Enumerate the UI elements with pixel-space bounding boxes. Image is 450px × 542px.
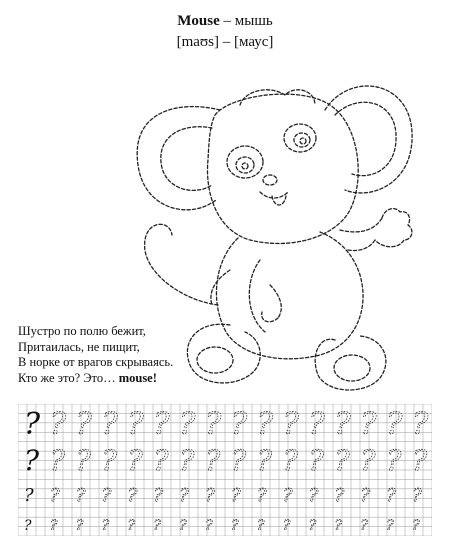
- tracing-dotted-glyph: ?: [127, 407, 144, 442]
- tracing-dotted-glyph: ?: [75, 407, 92, 442]
- tracing-dotted-glyph: ?: [360, 485, 371, 506]
- tracing-dotted-glyph: ?: [179, 485, 189, 506]
- tracing-dotted-glyph: ?: [205, 407, 222, 442]
- tracing-dotted-glyph: ?: [179, 518, 187, 534]
- tracing-dotted-glyph: ?: [231, 407, 248, 442]
- tracing-dotted-glyph: ?: [308, 485, 319, 506]
- tracing-dotted-glyph: ?: [386, 518, 394, 534]
- tracing-dotted-glyph: ?: [386, 444, 402, 477]
- tracing-dotted-glyph: ?: [360, 518, 368, 534]
- transcription: [maʊs] – [маус]: [176, 34, 274, 50]
- page-title: [0, 12, 450, 30]
- tracing-practice-grid: [18, 404, 432, 536]
- tracing-dotted-glyph: ?: [282, 407, 299, 442]
- tracing-dotted-glyph: ?: [101, 485, 112, 506]
- tracing-dotted-glyph: ?: [179, 407, 196, 442]
- tracing-dotted-glyph: ?: [308, 407, 325, 442]
- title-separator: –: [219, 13, 235, 29]
- poem-line-2: Притаилась, не пищит,: [18, 339, 140, 354]
- tracing-dotted-glyph: ?: [231, 485, 241, 506]
- poem-question-line: [18, 371, 218, 387]
- tracing-dotted-glyph: ?: [334, 444, 350, 477]
- poem-line-3: В норке от врагов скрываясь.: [18, 355, 174, 369]
- tracing-dotted-glyph: ?: [49, 485, 60, 506]
- tracing-dotted-glyph: ?: [49, 407, 66, 442]
- tracing-dotted-glyph: ?: [412, 518, 420, 534]
- tracing-dotted-glyph: ?: [412, 407, 429, 442]
- title-word: Mouse: [177, 13, 220, 29]
- tracing-dotted-glyph: ?: [101, 444, 117, 477]
- tracing-dotted-glyph: ?: [49, 518, 58, 534]
- tracing-sample-glyph: ?: [24, 518, 32, 534]
- tracing-dotted-glyph: ?: [153, 518, 161, 534]
- tracing-dotted-glyph: ?: [360, 444, 376, 477]
- tracing-sample-glyph: ?: [24, 444, 40, 477]
- tracing-dotted-glyph: ?: [101, 407, 118, 442]
- tracing-dotted-glyph: ?: [205, 485, 215, 506]
- tracing-dotted-glyph: ?: [308, 444, 324, 477]
- tracing-dotted-glyph: ?: [205, 444, 221, 477]
- tracing-dotted-glyph: ?: [153, 444, 169, 477]
- tracing-dotted-glyph: ?: [153, 485, 164, 506]
- poem: [18, 324, 218, 386]
- tracing-dotted-glyph: ?: [127, 485, 138, 506]
- tracing-dotted-glyph: ?: [231, 518, 239, 534]
- title-translation: мышь: [234, 13, 273, 29]
- tracing-dotted-glyph: ?: [334, 407, 351, 442]
- tracing-dotted-glyph: ?: [334, 485, 345, 506]
- tracing-dotted-glyph: ?: [256, 485, 267, 506]
- tracing-dotted-glyph: ?: [75, 444, 91, 477]
- tracing-dotted-glyph: ?: [360, 407, 377, 442]
- poem-question: Кто же это? Это…: [18, 370, 119, 385]
- tracing-dotted-glyph: ?: [231, 444, 247, 477]
- poem-line-1: Шустро по полю бежит,: [18, 324, 146, 338]
- tracing-dotted-glyph: ?: [334, 518, 343, 534]
- tracing-dotted-glyph: ?: [127, 518, 136, 534]
- tracing-dotted-glyph: ?: [386, 485, 396, 506]
- tracing-dotted-glyph: ?: [127, 444, 143, 477]
- tracing-dotted-glyph: ?: [412, 444, 428, 477]
- tracing-dotted-glyph: ?: [75, 485, 86, 506]
- tracing-dotted-glyph: ?: [153, 407, 170, 442]
- tracing-dotted-glyph: ?: [412, 485, 422, 506]
- tracing-dotted-glyph: ?: [205, 518, 213, 534]
- tracing-dotted-glyph: ?: [282, 518, 291, 534]
- tracing-dotted-glyph: ?: [49, 444, 65, 477]
- tracing-dotted-glyph: ?: [282, 485, 293, 506]
- tracing-sample-glyph: ?: [24, 485, 34, 506]
- tracing-dotted-glyph: ?: [75, 518, 84, 534]
- tracing-dotted-glyph: ?: [179, 444, 195, 477]
- tracing-dotted-glyph: ?: [282, 444, 298, 477]
- tracing-dotted-glyph: ?: [308, 518, 317, 534]
- tracing-dotted-glyph: ?: [256, 407, 273, 442]
- tracing-sample-glyph: ?: [24, 407, 41, 442]
- tracing-dotted-glyph: ?: [256, 518, 265, 534]
- poem-answer: mouse!: [118, 370, 157, 385]
- tracing-dotted-glyph: ?: [256, 444, 272, 477]
- tracing-dotted-glyph: ?: [386, 407, 403, 442]
- tracing-dotted-glyph: ?: [101, 518, 110, 534]
